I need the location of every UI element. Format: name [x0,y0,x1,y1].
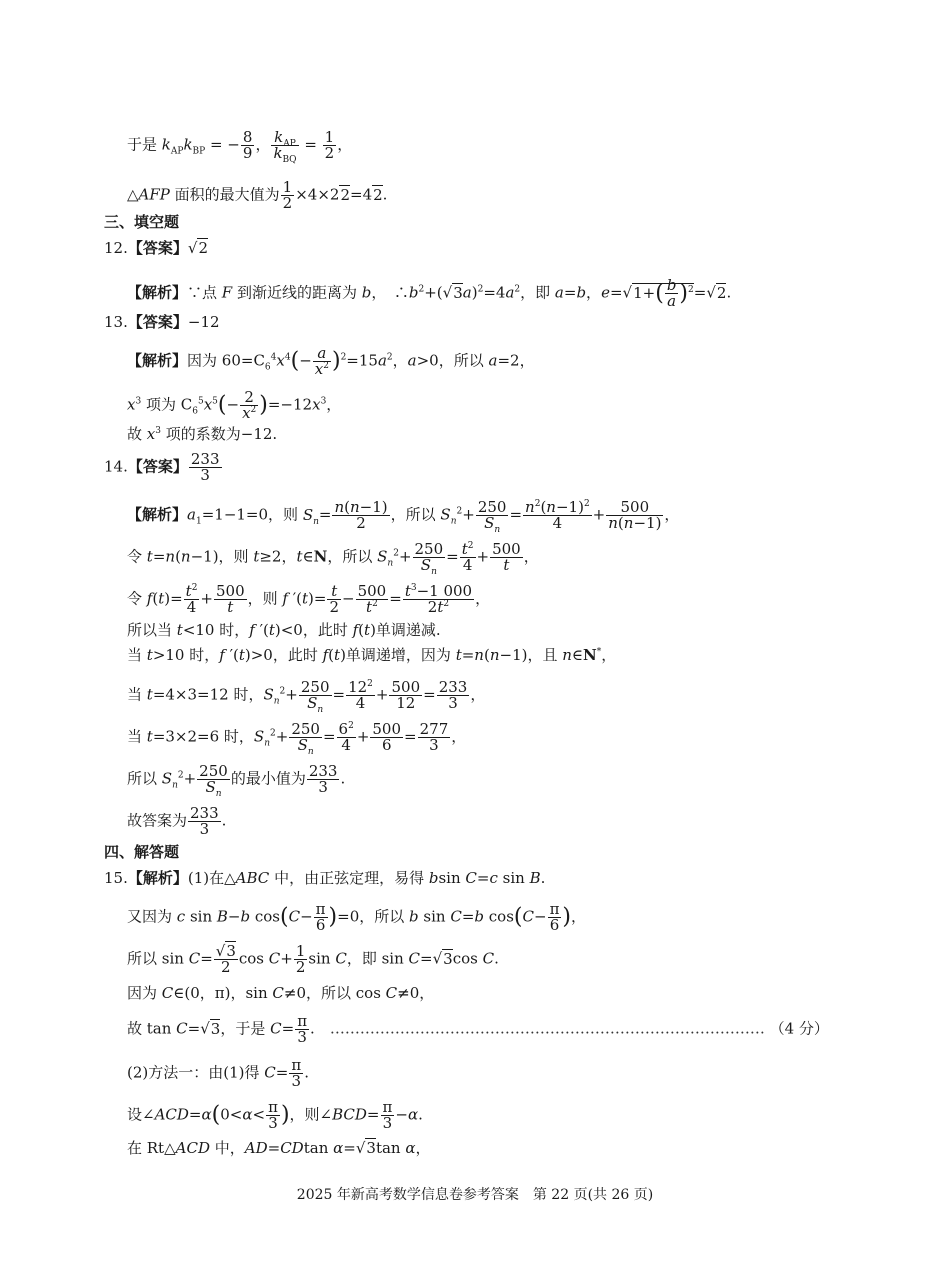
line-max-area: △AFP 面积的最大值为 $\frac{1}{2}$ ×4×22=42. [127,178,388,212]
q15-line-3: 所以 sin C= $\frac{√3}{2}$ cos C+ $\frac{1}{2}$ sin C，即 sin C=√3cos C. [127,942,499,976]
q13-answer [104,312,220,332]
q14-analysis-7: 当 t=3×2=6 时，$S_n^2+$ $\frac{250}{S_n}$ = $\frac{6^2}{4}$ + $\frac{500}{6}$ = $\frac{277}{3}$ ， [127,720,467,757]
q14-answer: 14.【答案】 $\frac{233}{3}$ [104,450,220,484]
q13-num: 13. [104,313,128,331]
q14-analysis-6: 当 t=4×3=12 时，$S_n^2+$ $\frac{250}{S_n}$ = $\frac{12^2}{4}$ + $\frac{500}{12}$ = $\frac{233}{3}$ ， [127,678,486,715]
analysis-tag: 【解析】 [127,351,188,370]
q13-analysis-3: 故 $x^3$ 项的系数为−12. [127,425,278,443]
analysis-tag: 【解析】 [127,869,188,887]
q14-analysis-3: 令 f(t)= $\frac{t^2}{4}$ + $\frac{500}{t}$ ，则 f ′(t)= $\frac{t}{2}$ − $\frac{500}{t^2}$ = $\frac{t^3-1 000}{2t^2}$ ， [127,582,491,616]
q15-line-8: 在 Rt△ACD 中，AD=CDtan α=√3tan α， [127,1139,431,1157]
answer-tag: 【答案】 [127,457,188,476]
q14-analysis-1: 【解析】$a_1=1-1=0$，则 $S_n=$ $\frac{n(n-1)}{2}$ ，所以 $S_n^2+$ $\frac{250}{S_n}$ = $\frac{n^2(n-1)^2}{4}$ + $\frac{500}{n(n-1)}$ ， [127,498,680,535]
q15-line-7: 设∠ACD=α(0<α< $\frac{\pi}{3}$ )，则∠BCD= $\frac{\pi}{3}$ −α. [127,1098,423,1132]
q14-analysis-2: 令 t=n(n−1)，则 t≥2，t∈N，所以 $S_n^2+$ $\frac{250}{S_n}$ = $\frac{t^2}{4}$ + $\frac{500}{t}$ ， [127,540,539,577]
q14-analysis-4: 所以当 t<10 时，f ′(t)<0，此时 f(t)单调递减. [127,621,441,639]
q14-analysis-9: 故答案为 $\frac{233}{3}$ . [127,804,227,838]
q13-answer-value: −12 [187,313,220,331]
answer-tag: 【答案】 [127,239,188,257]
line-slope-product: 于是 $k_{AP}k_{BP}$ = − $\frac{8}{9}$ ， $\frac{k_{AP}}{k_{BQ}}$ = $\frac{1}{2}$ ， [127,128,353,165]
q15-line-1: 15.【解析】(1)在△ABC 中，由正弦定理，易得 bsin C=c sin B. [104,869,546,887]
q15-line-4: 因为 C∈(0，π)，sin C≠0，所以 cos C≠0， [127,984,435,1002]
analysis-tag: 【解析】 [127,283,188,302]
q13-analysis-1: 【解析】因为 $60=C_6^4x^4(-$ $\frac{a}{x^2}$ )$^2=15a^2$，a>0，所以 a=2， [127,344,535,378]
q15-line-6: (2)方法一：由(1)得 C= $\frac{\pi}{3}$ . [127,1056,309,1090]
analysis-tag: 【解析】 [127,505,188,524]
q14-num: 14. [104,457,128,476]
q15-score: （4 分） [769,1019,829,1038]
q12-num: 12. [104,239,128,257]
q14-analysis-8: 所以 $S_n^2+$ $\frac{250}{S_n}$ 的最小值为 $\frac{233}{3}$ . [127,762,346,799]
section-solve: 四、解答题 [104,843,180,861]
q14-analysis-5: 当 t>10 时，f ′(t)>0，此时 f(t)单调递增，因为 t=n(n−1)，且 n∈N*， [127,646,617,664]
q12-answer: 12.【答案】√2 [104,239,208,257]
page-footer: 2025 年新高考数学信息卷参考答案 第 22 页(共 26 页) [296,1187,654,1203]
section-fill-blank: 三、填空题 [104,213,180,231]
q13-analysis-2: $x^3$ 项为 $C_6^5x^5(-$ $\frac{2}{x^2}$ )$=-12x^3$， [127,388,342,422]
q15-line-2: 又因为 c sin B−b cos(C− $\frac{\pi}{6}$ )=0，所以 b sin C=b cos(C− $\frac{\pi}{6}$ )， [127,900,587,934]
q15-num: 15. [104,869,128,887]
answer-tag: 【答案】 [127,313,188,331]
q15-line-5: 故 tan C=√3，于是 C= $\frac{\pi}{3}$ . …………………………………………………………………………… （4 分） [127,1012,829,1046]
q12-analysis: 【解析】∵点 F 到渐近线的距离为 b， $\therefore b^2+(√3a)^2=4a^2$，即 a=b，e=√1+( $\frac{b}{a}$ )$^2$=√2. [127,276,732,310]
